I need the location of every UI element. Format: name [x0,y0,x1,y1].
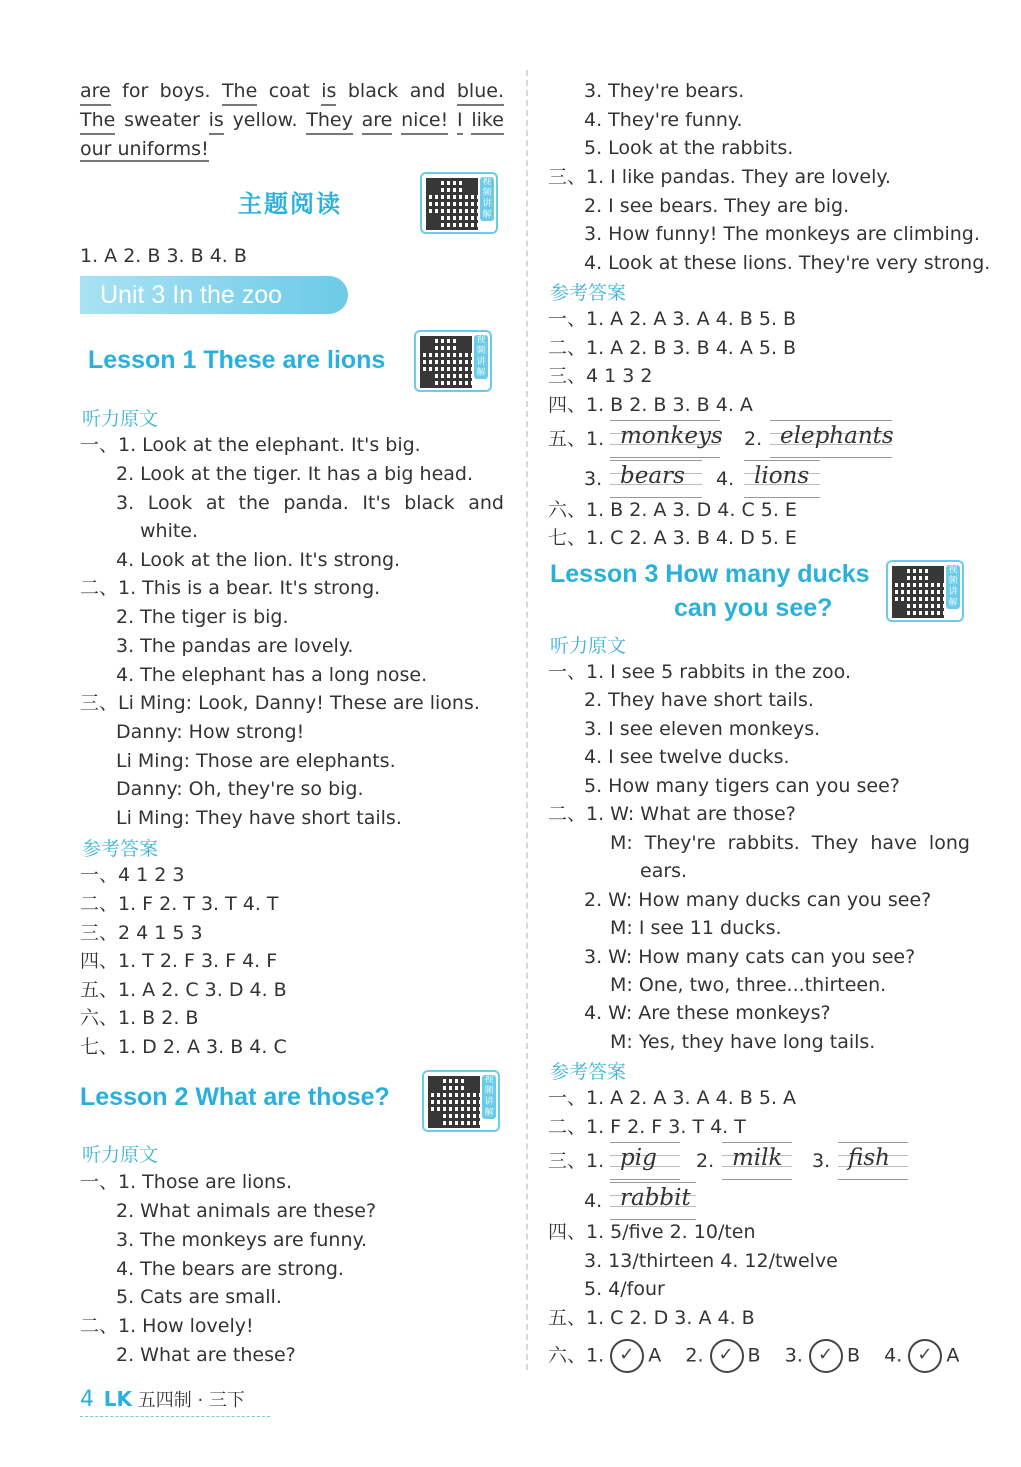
qr-code-icon[interactable]: 视频讲解 [420,172,498,234]
text-line: 2. The tiger is big. [116,606,289,628]
writing-line: fish [838,1142,908,1180]
answer-line: 六、1. B 2. B [80,1007,199,1029]
qr-code-icon[interactable]: 视频讲解 [414,330,492,392]
text-line: Li Ming: They have short tails. [116,807,402,829]
text-line: 三、1. I like pandas. They are lovely. [548,166,891,188]
answer-line: 3. 13/thirteen 4. 12/twelve [584,1250,838,1272]
brand-logo: LK [103,1387,132,1411]
answer-line: 三、1. [548,1150,605,1172]
text-line: 3. W: How many cats can you see? [584,946,916,968]
answer-key-label: 参考答案 [550,282,627,304]
edition-label: 五四制 · 三下 [137,1390,245,1411]
answer-line: 一、1. A 2. A 3. A 4. B 5. B [548,308,797,330]
unit-banner: Unit 3 In the zoo [80,276,348,314]
answer-line: 二、1. F 2. T 3. T 4. T [80,893,279,915]
answer-line: 六、1. ✓ A 2. ✓ B 3. ✓ B 4. ✓ A [548,1339,959,1373]
text-line: 3. Look at the panda. It's black and [116,492,504,514]
answer-line: 三、2 4 1 5 3 [80,922,203,944]
answer-line: 四、1. 5/five 2. 10/ten [548,1221,756,1243]
text-line: 4. Look at the lion. It's strong. [116,549,401,571]
answer-line: 六、1. B 2. A 3. D 4. C 5. E [548,499,797,521]
answer-line: 三、4 1 3 2 [548,365,653,387]
text-line: 3. They're bears. [584,80,745,102]
answer-line: 2. [696,1150,715,1172]
listening-script-label: 听力原文 [82,1144,159,1166]
text-line: 2. I see bears. They are big. [584,195,850,217]
text-line: 一、1. Those are lions. [80,1171,292,1193]
listening-script-label: 听力原文 [550,635,627,657]
listening-script-label: 听力原文 [82,408,159,430]
lesson-3-title-line-1: Lesson 3 How many ducks [550,560,870,588]
answer-line: 四、1. T 2. F 3. F 4. F [80,950,278,972]
text-line: 二、1. This is a bear. It's strong. [80,577,381,599]
theme-reading-title: 主题阅读 [238,190,342,218]
text-line: 2. W: How many ducks can you see? [584,889,932,911]
answer-line: 一、1. A 2. A 3. A 4. B 5. A [548,1087,797,1109]
column-divider [526,70,528,1370]
answer-line: 3. [584,468,603,490]
qr-code-icon[interactable]: 视频讲解 [422,1070,500,1132]
page-footer [80,1386,245,1412]
answer-line: 二、1. F 2. F 3. T 4. T [548,1116,746,1138]
intro-line-1: are for boys. The coat is black and blue. [80,78,504,106]
text-line: 一、1. I see 5 rabbits in the zoo. [548,661,852,683]
text-line: 3. How funny! The monkeys are climbing. [584,223,980,245]
text-line: 5. Cats are small. [116,1286,282,1308]
text-line: 2. What animals are these? [116,1200,377,1222]
text-line: M: They're rabbits. They have long [610,832,970,854]
check-circle-icon [610,1339,644,1373]
writing-line: rabbit [610,1182,696,1220]
answer-line: 二、1. A 2. B 3. B 4. A 5. B [548,337,797,359]
text-line: M: I see 11 ducks. [610,917,782,939]
check-circle-icon [908,1339,942,1373]
answer-line: 七、1. D 2. A 3. B 4. C [80,1036,287,1058]
answer-line: 四、1. B 2. B 3. B 4. A [548,394,753,416]
text-line: ears. [640,860,688,882]
text-line: 二、1. How lovely! [80,1315,254,1337]
text-line: 4. I see twelve ducks. [584,746,790,768]
text-line: M: Yes, they have long tails. [610,1031,876,1053]
answer-line: 一、4 1 2 3 [80,864,185,886]
text-line: 二、1. W: What are those? [548,803,796,825]
lesson-1-title: Lesson 1 These are lions [88,346,386,374]
text-line: 5. Look at the rabbits. [584,137,794,159]
text-line: 3. I see eleven monkeys. [584,718,821,740]
qr-code-icon[interactable]: 视频讲解 [886,560,964,622]
answer-key-label: 参考答案 [550,1061,627,1083]
text-line: 4. The elephant has a long nose. [116,664,428,686]
intro-line-3: our uniforms! [80,138,209,160]
answer-line: 4. [716,468,735,490]
check-circle-icon [809,1339,843,1373]
lesson-2-title: Lesson 2 What are those? [80,1083,390,1111]
page-number: 4 [80,1387,94,1412]
text-line: 2. Look at the tiger. It has a big head. [116,463,474,485]
writing-line: pig [610,1142,680,1180]
writing-line: lions [744,460,820,498]
text-line: 4. W: Are these monkeys? [584,1002,831,1024]
text-line: 2. What are these? [116,1344,296,1366]
text-line: white. [140,520,199,542]
text-line: Danny: Oh, they're so big. [116,778,364,800]
text-line: 4. The bears are strong. [116,1258,344,1280]
text-line: 2. They have short tails. [584,689,814,711]
text-line: 3. The pandas are lovely. [116,635,354,657]
text-line: 一、1. Look at the elephant. It's big. [80,434,421,456]
answer-line: 5. 4/four [584,1278,665,1300]
writing-line: monkeys [610,420,720,458]
answer-line: 五、1. A 2. C 3. D 4. B [80,979,287,1001]
answer-line: 五、1. C 2. D 3. A 4. B [548,1307,755,1329]
text-line: Danny: How strong! [116,721,305,743]
text-line: 三、Li Ming: Look, Danny! These are lions. [80,692,480,714]
text-line: 3. The monkeys are funny. [116,1229,368,1251]
answer-line: 3. [812,1150,831,1172]
text-line: 4. Look at these lions. They're very strong. [584,252,991,274]
text-line: 4. They're funny. [584,109,743,131]
answer-line: 五、1. [548,428,605,450]
writing-line: elephants [770,420,892,458]
text-line: M: One, two, three...thirteen. [610,974,887,996]
text-line: 5. How many tigers can you see? [584,775,900,797]
answer-line: 2. [744,428,763,450]
answer-line: 4. [584,1190,603,1212]
text-line: Li Ming: Those are elephants. [116,750,396,772]
check-circle-icon [710,1339,744,1373]
writing-line: bears [610,460,702,498]
answer-line: 七、1. C 2. A 3. B 4. D 5. E [548,527,797,549]
theme-reading-answers: 1. A 2. B 3. B 4. B [80,245,247,267]
writing-line: milk [722,1142,792,1180]
intro-line-2: The sweater is yellow. They are nice! I like [80,107,504,135]
answer-key-label: 参考答案 [82,838,159,860]
lesson-3-title-line-2: can you see? [674,594,833,622]
